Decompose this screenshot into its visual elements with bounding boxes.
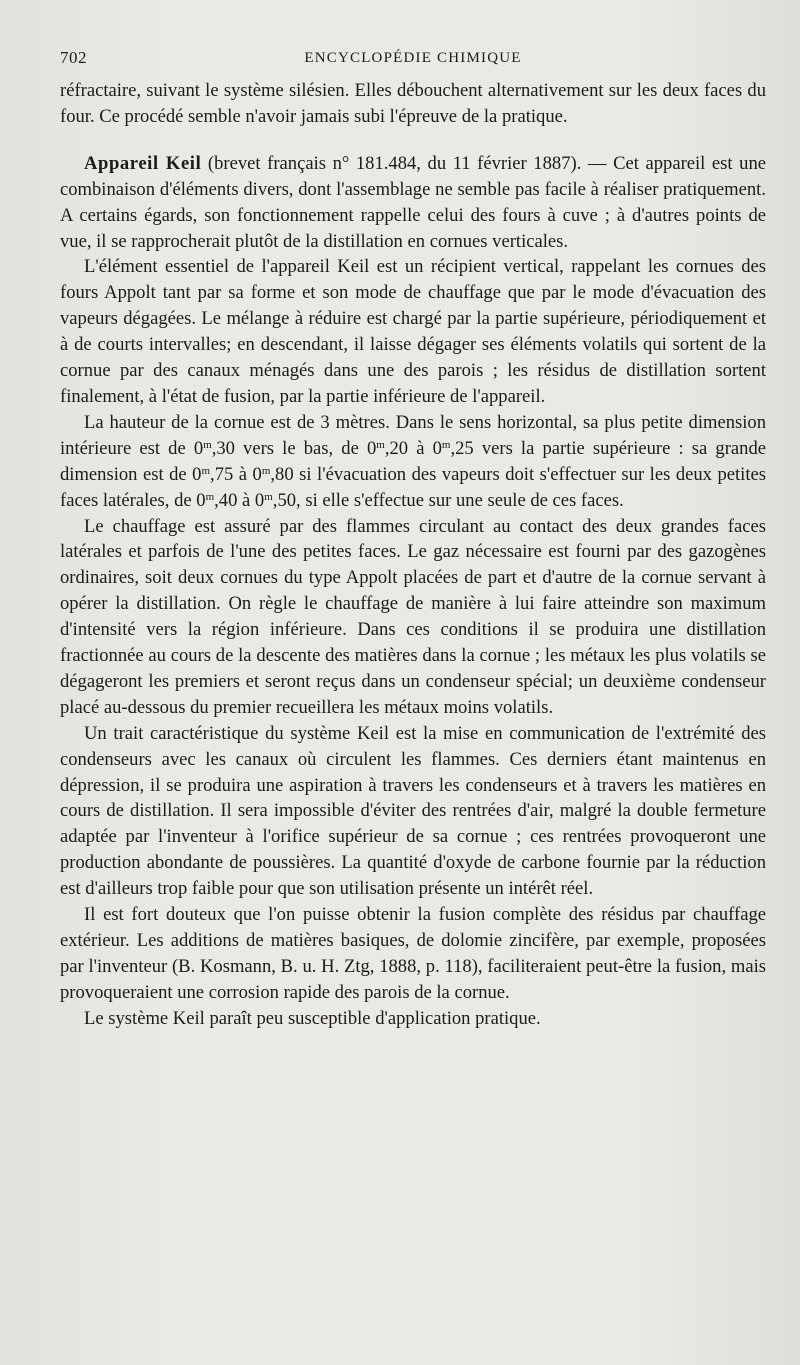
text-run: ,80 si l'évacuation des vapeurs doit s'effectuer sur les deux petites faces latérales, de 0 bbox=[60, 463, 766, 511]
section-heading: Appareil Keil bbox=[84, 152, 202, 174]
paragraph-dimensions bbox=[60, 410, 766, 514]
text-run: ,30 vers le bas, de 0 bbox=[211, 437, 377, 459]
running-head bbox=[60, 48, 766, 78]
unit-superscript: m bbox=[264, 490, 273, 503]
paragraph-continuation: réfractaire, suivant le système silésien. Elles débouchent alternativement sur les deux faces du four. Ce procédé semble n'avoir jamais subi l'épreuve de la pratique. bbox=[60, 80, 766, 127]
text-run: ,40 à 0 bbox=[214, 489, 265, 511]
text-run: La hauteur de la cornue est de 3 mètres. Dans le sens horizontal, sa plus petite dimension intérieure est de 0 bbox=[60, 411, 766, 459]
paragraph-element-essentiel: L'élément essentiel de l'appareil Keil est un récipient vertical, rappelant les cornues des fours Appolt tant par sa forme et son mode de chauffage que par le mode d'évacuation des vapeurs dégagées. Le mélange à réduire est chargé par la partie supérieure, périodiquement et à de courts intervalles; en descendant, il laisse dégager ses éléments volatils qui sortent de la cornue par des canaux ménagés dans une des parois ; les résidus de distillation sortent finalement, à l'état de fusion, par la partie inférieure de l'appareil. bbox=[60, 256, 766, 407]
unit-superscript: m bbox=[201, 464, 211, 477]
unit-superscript: m bbox=[441, 438, 451, 451]
running-title: ENCYCLOPÉDIE CHIMIQUE bbox=[304, 50, 522, 66]
unit-superscript: m bbox=[203, 438, 212, 451]
text-run: ,20 à 0 bbox=[384, 437, 442, 459]
page-number: 702 bbox=[60, 48, 87, 67]
paragraph-trait-caracteristique: Un trait caractéristique du système Keil est la mise en communication de l'extrémité des condenseurs avec les canaux où circulent les flammes. Ces derniers étant maintenus en dépression, il se produira une aspiration à travers les condenseurs et à travers les matières en cours de distillation. Il sera impossible d'éviter des rentrées d'air, malgré la double fermeture adaptée par l'inventeur à l'orifice supérieur de sa cornue ; ces rentrées provoqueront une production abondante de poussières. La quantité d'oxyde de carbone fournie par la réduction est d'ailleurs trop faible pour que son utilisation présente un intérêt réel. bbox=[60, 722, 766, 900]
unit-superscript: m bbox=[261, 464, 271, 477]
paragraph-fusion: Il est fort douteux que l'on puisse obtenir la fusion complète des résidus par chauffage extérieur. Les additions de matières basiques, de dolomie zincifère, par exemple, proposées par l'inventeur (B. Kosmann, B. u. H. Ztg, 1888, p. 118), faciliteraient peut-être la fusion, mais provoqueraient une corrosion rapide des parois de la cornue. bbox=[60, 904, 766, 1003]
paragraph-text: (brevet français n° 181.484, du 11 février 1887). — Cet appareil est une combinaison d'éléments divers, dont l'assemblage ne semble pas facile à réaliser pratiquement. A certains égards, son fonctionnement rappelle celui des fours à cuve ; à d'autres points de vue, il se rapprocherait plutôt de la distillation en cornues verticales. bbox=[60, 152, 767, 252]
unit-superscript: m bbox=[376, 438, 385, 451]
text-run: ,75 à 0 bbox=[210, 463, 262, 485]
paragraph-chauffage: Le chauffage est assuré par des flammes circulant au contact des deux grandes faces latérales et parfois de l'une des petites faces. Le gaz nécessaire est fourni par des gazogènes ordinaires, soit deux cornues du type Appolt placées de part et d'autre de la cornue servant à opérer la distillation. On règle le chauffage de manière à lui faire atteindre son maximum d'intensité vers la région inférieure. Dans ces conditions il se produira une distillation fractionnée au cours de la descente des matières dans la cornue ; les métaux les plus volatils se dégageront les premiers et seront reçus dans un condenseur spécial; un deuxième condenseur placé au-dessous du premier recueillera les métaux moins volatils. bbox=[60, 515, 766, 718]
unit-superscript: m bbox=[205, 490, 215, 503]
body-text bbox=[60, 78, 766, 1032]
paragraph-conclusion: Le système Keil paraît peu susceptible d'application pratique. bbox=[84, 1007, 541, 1029]
text-run: ,50, si elle s'effectue sur une seule de ces faces. bbox=[272, 489, 624, 511]
paragraph-appareil-keil bbox=[60, 151, 766, 255]
text-run: ,25 vers la partie supérieure : sa grande dimension est de 0 bbox=[60, 437, 766, 485]
